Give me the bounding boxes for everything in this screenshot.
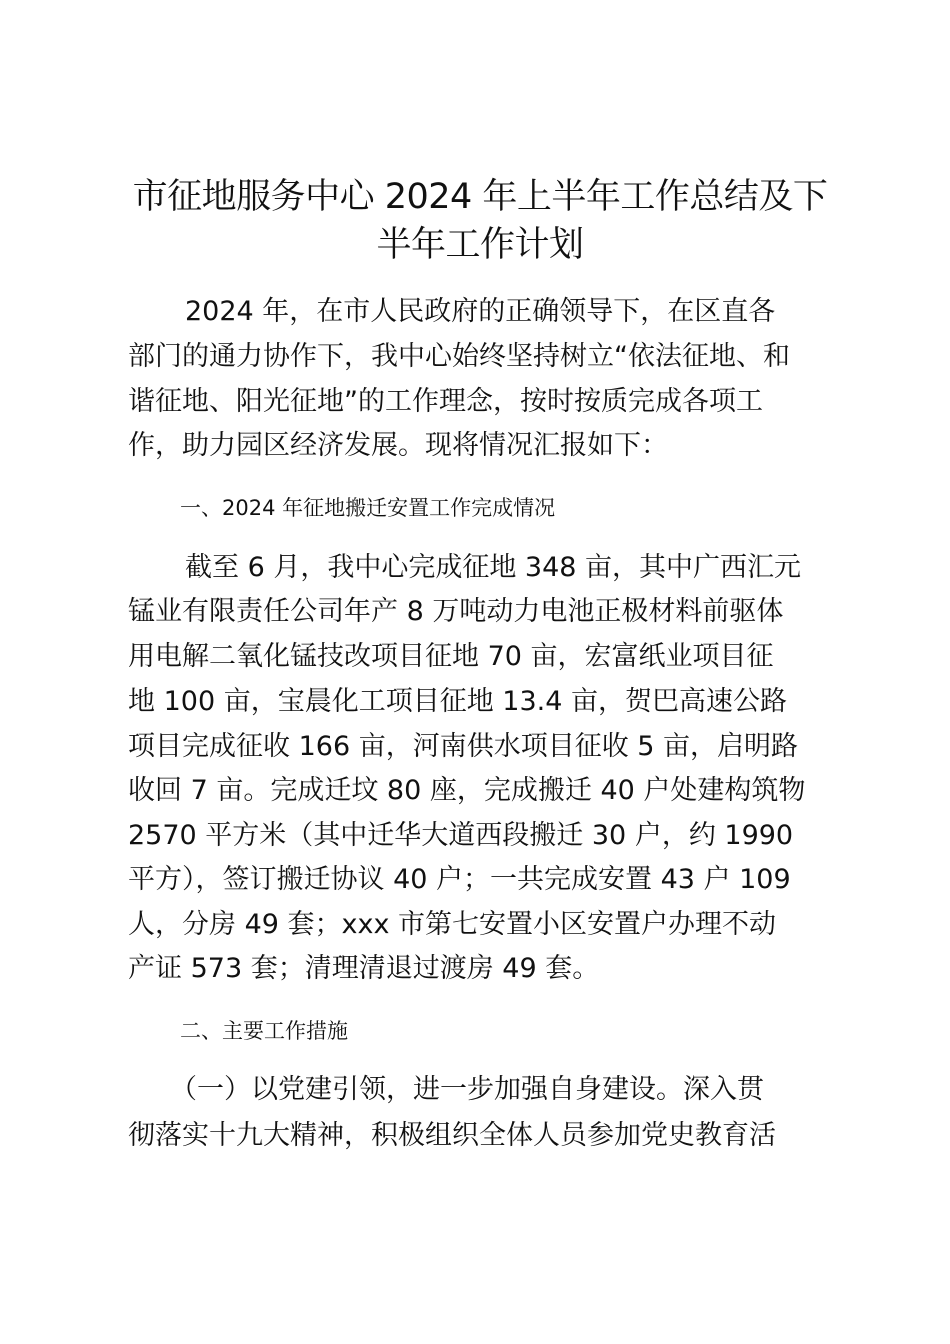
section-1-line-1: 截至 6 月，我中心完成征地 348 亩，其中广西汇元 xyxy=(185,552,802,583)
intro-line-1: 2024 年，在市人民政府的正确领导下，在区直各 xyxy=(185,296,776,327)
document-title-line-1: 市征地服务中心 2024 年上半年工作总结及下 xyxy=(132,177,828,217)
section-2-line-1: （一）以党建引领，进一步加强自身建设。深入贯 xyxy=(170,1074,764,1105)
section-1-line-8: 平方），签订搬迁协议 40 户；一共完成安置 43 户 109 xyxy=(128,864,791,895)
section-1-heading: 一、2024 年征地搬迁安置工作完成情况 xyxy=(180,496,556,520)
section-1-line-9: 人，分房 49 套；xxx 市第七安置小区安置户办理不动 xyxy=(128,909,777,940)
section-1-line-10: 产证 573 套；清理清退过渡房 49 套。 xyxy=(128,953,600,984)
intro-line-3: 谐征地、阳光征地”的工作理念，按时按质完成各项工 xyxy=(128,386,763,417)
section-1-line-5: 项目完成征收 166 亩，河南供水项目征收 5 亩，启明路 xyxy=(128,731,799,762)
section-1-line-4: 地 100 亩，宝晨化工项目征地 13.4 亩，贺巴高速公路 xyxy=(128,686,787,717)
section-1-line-3: 用电解二氧化锰技改项目征地 70 亩，宏富纸业项目征 xyxy=(128,641,774,672)
section-1-line-7: 2570 平方米（其中迁华大道西段搬迁 30 户，约 1990 xyxy=(128,820,794,851)
intro-line-4: 作，助力园区经济发展。现将情况汇报如下： xyxy=(128,430,668,461)
section-2-heading: 二、主要工作措施 xyxy=(180,1019,348,1043)
section-1-line-6: 收回 7 亩。完成迁坟 80 座，完成搬迁 40 户处建构筑物 xyxy=(128,775,806,806)
section-2-line-2: 彻落实十九大精神，积极组织全体人员参加党史教育活 xyxy=(128,1120,776,1151)
section-1-line-2: 锰业有限责任公司年产 8 万吨动力电池正极材料前驱体 xyxy=(128,596,784,627)
document-title-line-2: 半年工作计划 xyxy=(376,225,584,265)
intro-line-2: 部门的通力协作下，我中心始终坚持树立“依法征地、和 xyxy=(128,341,790,372)
